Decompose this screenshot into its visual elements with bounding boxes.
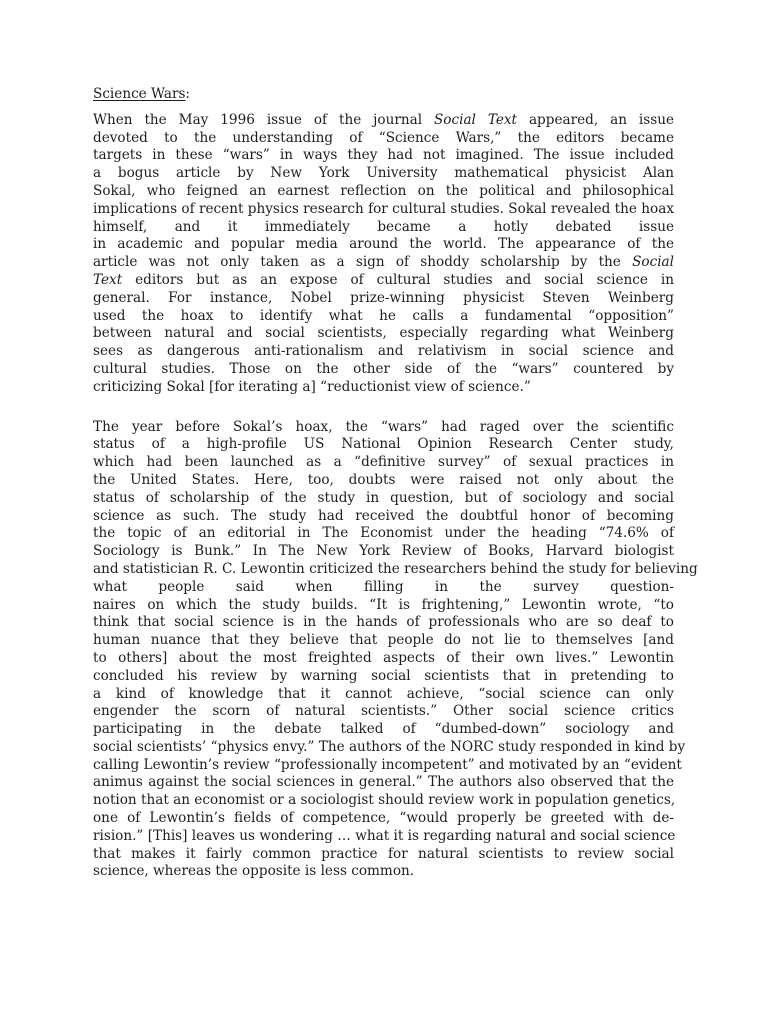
text-run: Sokal, who feigned an earnest reflection on the political and philosophical [93, 182, 674, 199]
text-run: sees as dangerous anti-rationalism and relativism in social science and [93, 343, 674, 360]
text-run: criticizing Sokal [for iterating a] “reductionist view of science.” [93, 378, 531, 395]
text-run: which had been launched as a “definitive survey” of sexual practices in [93, 454, 674, 471]
text-run: editors but as an expose of cultural studies and social science in [122, 271, 674, 288]
text-line [93, 436, 674, 454]
italic-text: Text [93, 271, 123, 288]
text-run: used the hoax to identify what he calls a fundamental “opposition” [93, 307, 674, 324]
text-line [93, 632, 674, 650]
text-line [93, 560, 698, 579]
text-line [93, 254, 674, 272]
text-line [93, 686, 674, 704]
text-run: what people said when filling in the survey question- [93, 578, 674, 595]
text-run: cultural studies. Those on the other side of the “wars” countered by [93, 360, 674, 377]
text-line [93, 508, 674, 526]
paragraph-1 [93, 112, 674, 397]
text-line [93, 525, 674, 543]
text-line [93, 290, 674, 308]
text-line [93, 183, 674, 201]
text-run: article was not only taken as a sign of shoddy scholarship by the [93, 254, 633, 271]
text-line [93, 112, 674, 130]
text-run: participating in the debate talked of “dumbed-down” sociology and [93, 721, 674, 738]
paragraph-2 [93, 418, 698, 882]
section-heading [93, 86, 674, 104]
text-line [93, 454, 674, 472]
text-run: appeared, an issue [517, 111, 674, 128]
text-run: naires on which the study builds. “It is frightening,” Lewontin wrote, “to [93, 596, 674, 613]
text-line [93, 201, 674, 219]
text-run: concluded his review by warning social scientists that in pretending to [93, 667, 674, 684]
text-line [93, 361, 674, 379]
text-line [93, 650, 674, 668]
text-line [93, 130, 674, 148]
text-run: that makes it fairly common practice for natural scientists to review social [93, 845, 674, 862]
text-run: status of a high-profile US National Opinion Research Center study, [93, 436, 674, 453]
section-heading-colon: : [185, 86, 191, 102]
text-run: and statistician R. C. Lewontin criticized the researchers behind the study for believing [93, 560, 698, 577]
text-run: animus against the social sciences in general.” The authors also observed that the [93, 774, 674, 791]
text-run: general. For instance, Nobel prize-winning physicist Steven Weinberg [93, 289, 674, 306]
text-line [93, 579, 674, 597]
text-line [93, 147, 674, 165]
text-line [93, 308, 674, 326]
text-run: science as such. The study had received the doubtful honor of becoming [93, 507, 674, 524]
text-run: in academic and popular media around the world. The appearance of the [93, 236, 674, 253]
section-heading-title: Science Wars [93, 86, 186, 102]
text-run: between natural and social scientists, especially regarding what Weinberg [93, 325, 674, 342]
text-line [93, 165, 674, 183]
text-run: notion that an economist or a sociologist should review work in population genetics, [93, 792, 676, 809]
text-run: himself, and it immediately became a hotly debated issue [93, 218, 674, 235]
text-run: rision.” [This] leaves us wondering … what it is regarding natural and social science [93, 827, 676, 844]
text-line [93, 756, 682, 775]
text-run: calling Lewontin’s review “professionally incompetent” and motivated by an “evident [93, 756, 682, 773]
document-page [93, 86, 698, 881]
text-line [93, 543, 674, 561]
text-run: to others] about the most freighted aspects of their own lives.” Lewontin [93, 649, 674, 666]
text-run: a kind of knowledge that it cannot achieve, “social science can only [93, 685, 674, 702]
text-run: the United States. Here, too, doubts were raised not only about the [93, 471, 674, 488]
text-line [93, 490, 674, 508]
text-run: science, whereas the opposite is less common. [93, 863, 415, 880]
text-run: devoted to the understanding of “Science Wars,” the editors became [93, 129, 674, 146]
text-line [93, 774, 674, 792]
text-run: one of Lewontin’s fields of competence, “would properly be greeted with de- [93, 810, 674, 827]
text-line [93, 379, 674, 397]
text-line [93, 792, 674, 810]
text-run: Sociology is Bunk.” In The New York Review of Books, Harvard biologist [93, 543, 674, 560]
text-line [93, 721, 674, 739]
text-run: human nuance that they believe that people do not lie to themselves [and [93, 632, 674, 649]
text-run: the topic of an editorial in The Economist under the heading “74.6% of [93, 525, 674, 542]
text-line [93, 343, 674, 361]
text-run: When the May 1996 issue of the journal [93, 111, 434, 128]
text-line [93, 828, 674, 846]
text-run: status of scholarship of the study in question, but of sociology and social [93, 489, 674, 506]
text-line [93, 325, 674, 343]
italic-text: Social [632, 254, 674, 271]
text-run: engender the scorn of natural scientists.” Other social science critics [93, 703, 674, 720]
italic-text: Social Text [433, 111, 518, 128]
text-run: The year before Sokal’s hoax, the “wars” had raged over the scientific [93, 418, 674, 435]
text-line [93, 236, 674, 254]
text-line [93, 668, 674, 686]
text-line [93, 219, 674, 237]
text-run: social scientists’ “physics envy.” The authors of the NORC study responded in kind by [93, 738, 686, 755]
text-run: think that social science is in the hands of professionals who are so deaf to [93, 614, 674, 631]
text-line [93, 272, 674, 290]
text-run: a bogus article by New York University mathematical physicist Alan [93, 165, 674, 182]
text-line [93, 597, 674, 615]
text-line [93, 738, 686, 757]
text-line [93, 472, 674, 490]
text-line [93, 703, 674, 721]
text-line [93, 846, 674, 864]
text-line [93, 810, 674, 828]
text-line [93, 419, 674, 437]
text-line [93, 863, 674, 881]
text-line [93, 614, 674, 632]
document-body [93, 111, 698, 881]
text-run: implications of recent physics research for cultural studies. Sokal revealed the hoax [93, 200, 674, 217]
text-run: targets in these “wars” in ways they had not imagined. The issue included [93, 147, 674, 164]
